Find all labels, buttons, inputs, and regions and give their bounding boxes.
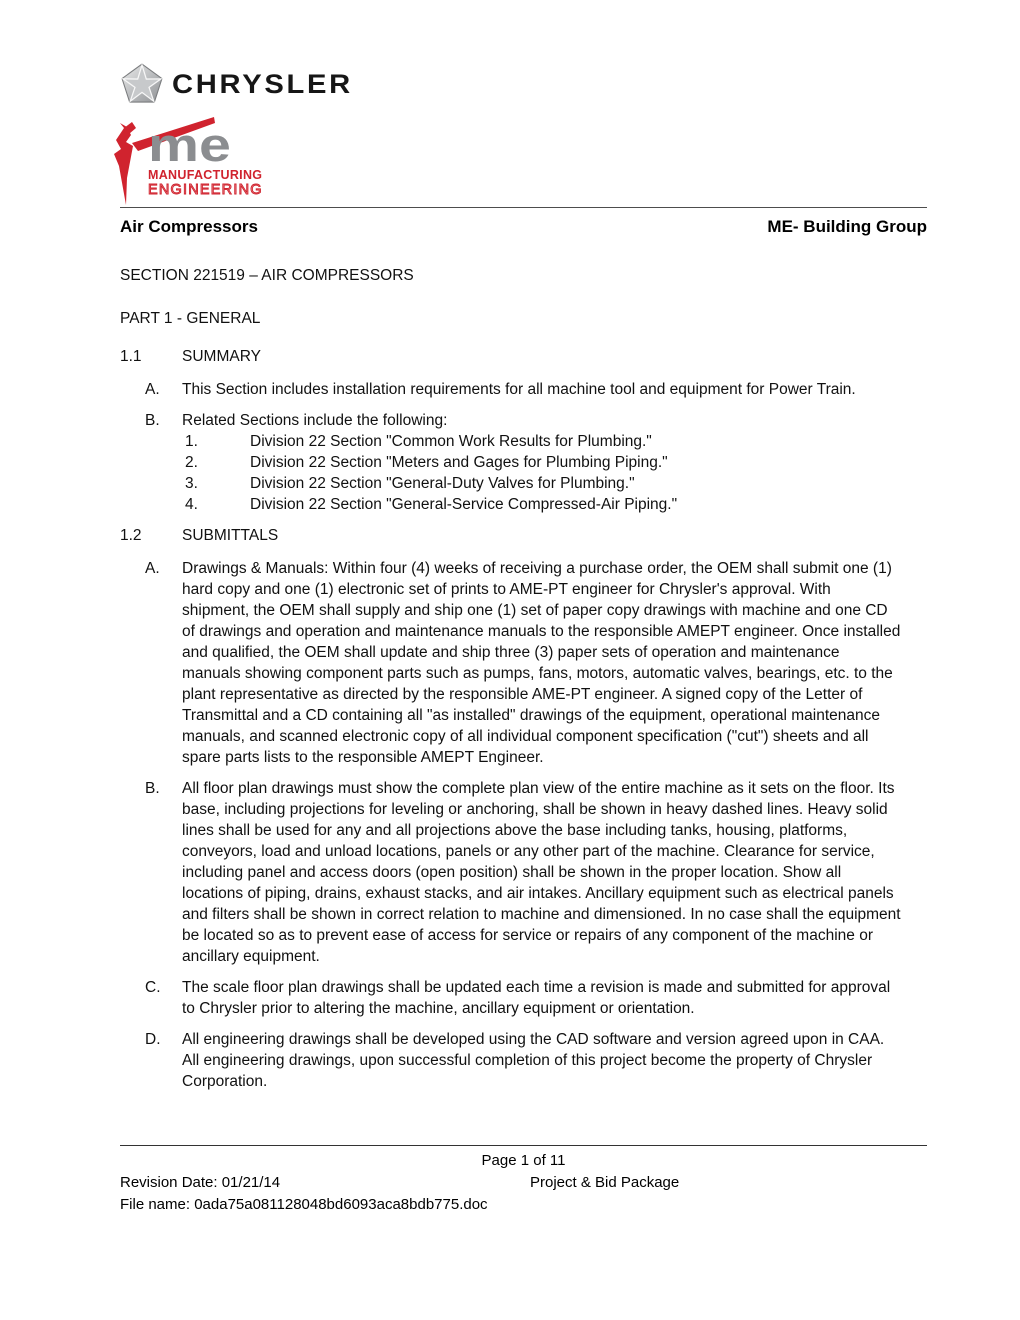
paragraph-text: The scale floor plan drawings shall be updated each time a revision is made and submitted for approval to Chrysler prior to altering the machine, ancillary equipment or orientation. [182,979,891,1017]
paragraph-label: D. [145,1031,161,1048]
list-item-number: 1. [185,433,198,450]
header-right-title: ME- Building Group [767,217,927,236]
header-left-title: Air Compressors [120,217,258,236]
file-name: File name: 0ada75a081128048bd6093aca8bdb775.doc [120,1196,488,1213]
list-item-text: Division 22 Section "General-Service Compressed-Air Piping." [250,496,678,513]
article-submittals [120,527,927,1092]
paragraph-label: B. [145,412,160,429]
paragraph-c [120,977,927,1019]
related-sections-list [120,431,927,515]
list-item-text: Division 22 Section "Meters and Gages for Plumbing Piping." [250,454,668,471]
list-item-text: Division 22 Section "Common Work Results for Plumbing." [250,433,652,450]
list-item [120,494,927,515]
header-divider [120,207,927,208]
running-header [120,217,927,237]
package-label: Project & Bid Package [530,1174,680,1191]
article-heading-text: SUBMITTALS [182,527,279,544]
paragraph-text: Related Sections include the following: [182,412,448,429]
paragraph-label: C. [145,979,161,996]
paragraph-text: Drawings & Manuals: Within four (4) weeks of receiving a purchase order, the OEM shall submit one (1) hard copy and one (1) electronic set of prints to AME-PT engineer for Chrysler's approval. With shipment, the OEM shall supply and ship one (1) set of paper copy drawings with machine and one CD of drawings and operation and maintenance manuals to the responsible AMEPT engineer. Once installed and qualified, the OEM shall update and ship three (3) paper sets of operation and maintenance manuals showing component parts such as pumps, fans, motors, automatic valves, bearings, etc. to the plant representative as directed by the responsible AME-PT engineer. A signed copy of the Letter of Transmittal and a CD containing all "as installed" drawings of the equipment, operational maintenance manuals, and scanned electronic copy of all individual component specification ("cut") sheets and all spare parts lists to the responsible AMEPT Engineer. [182,560,901,766]
chrysler-wordmark: CHRYSLER [172,68,353,99]
article-heading [120,527,927,545]
list-item-number: 4. [185,496,198,513]
paragraph-text: All floor plan drawings must show the complete plan view of the entire machine as it sets on the floor. Its base, including projections for leveling or anchoring, shall be shown in heavy dashed lines. Heavy solid lines shall be used for any and all projections above the base including tanks, housing, platforms, conveyors, load and unload locations, panels or any other part of the machine. Clearance for service, including panel and access doors (open position) shall be shown in the proper location. Show all locations of piping, drains, exhaust stacks, and air intakes. Ancillary equipment such as electrical panels and filters shall be shown in correct relation to machine and dimensioned. In no case shall the equipment be located so as to prevent ease of access for service or repairs of any component of the machine or ancillary equipment. [182,780,901,965]
paragraph-a [120,558,927,768]
me-logo-engineering: ENGINEERING [148,182,263,198]
paragraph-text: All engineering drawings shall be developed using the CAD software and version agreed upon in CAA. All engineering drawings, upon successful completion of this project become the property of Chrysler Corporation. [182,1031,885,1090]
article-number: 1.2 [120,527,142,544]
part-heading: PART 1 - GENERAL [120,310,261,327]
me-logo-text [148,118,263,198]
page-footer [0,1145,1020,1320]
list-item [120,473,927,494]
paragraph-b [120,410,927,431]
article-heading [120,348,927,366]
section-title: SECTION 221519 – AIR COMPRESSORS [120,267,414,284]
footer-divider [120,1145,927,1146]
chrysler-logo [120,58,927,110]
list-item [120,431,927,452]
list-item-text: Division 22 Section "General-Duty Valves for Plumbing." [250,475,635,492]
pentastar-icon [120,63,164,105]
paragraph-text: This Section includes installation requirements for all machine tool and equipment for Power Train. [182,381,856,398]
revision-date: Revision Date: 01/21/14 [120,1174,281,1191]
paragraph-d [120,1029,927,1092]
list-item-number: 3. [185,475,198,492]
article-heading-text: SUMMARY [182,348,261,365]
paragraph-label: B. [145,780,160,797]
paragraph-label: A. [145,560,160,577]
article-summary [120,348,927,515]
article-number: 1.1 [120,348,142,365]
paragraph-a [120,379,927,400]
footer-row [120,1172,927,1193]
list-item-number: 2. [185,454,198,471]
me-logo [120,112,400,202]
me-logo-manufacturing: MANUFACTURING [148,168,263,182]
me-logo-word: me [148,118,231,171]
page-number: Page 1 of 11 [481,1152,566,1169]
paragraph-b [120,778,927,967]
paragraph-label: A. [145,381,160,398]
list-item [120,452,927,473]
